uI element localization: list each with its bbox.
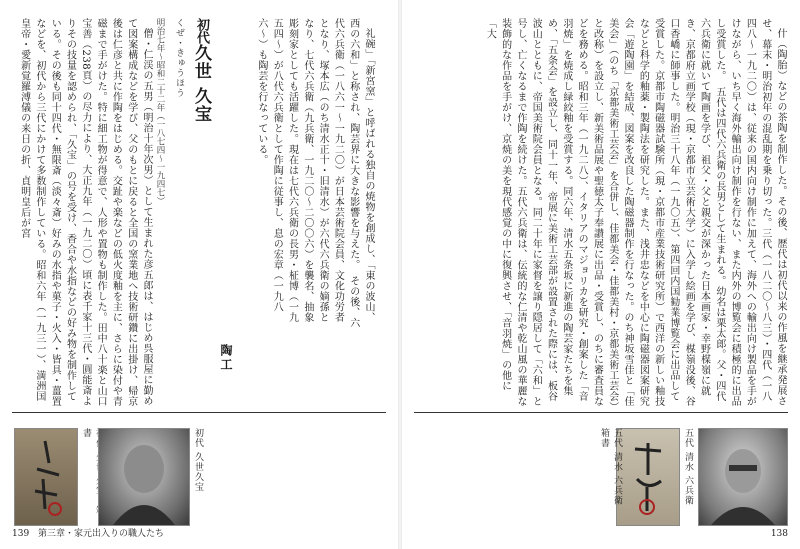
calligraphy-icon	[617, 429, 679, 525]
artist-generation: 初代	[194, 18, 209, 44]
left-text-paragraph-b: 僧・仁渓の五男（明治十年次男）として生まれた彦五郎は、はじめ呉服屋に勤めて図案構成などを学び、父のもとに戻ると全国の窯業地へ技術研鑽に出掛け、帰京後は仁彦と共に作陶をはじめる。交趾や楽などの低火度釉を主に、さらに染付や青磁まで手がけた。特に細工物が得意で、人形や置物も制作した。田中八十楽と山口宝善（238頁）の尽力により、大正九年（一九二〇）頃に表千家十三代・圓能斎よりその技量を認められ、「久宝」の号を受け、香合や水指などの好み物を制作している。その後も同十四代・無限斎（淡々斎）好みの水指や菓子・火入・皆具・薑置などを、初代から三代にかけて多数制作している。昭和六年（一九三一）、満洲国皇帝・愛新覚羅溥儀の来日の折、貞明皇后が宮	[18, 18, 152, 407]
left-running-title: 第三章・家元出入りの職人たち	[38, 529, 165, 539]
left-page-number: 139	[12, 529, 30, 539]
left-page	[0, 0, 398, 549]
left-text-column-top	[218, 18, 376, 330]
right-portrait-caption: 五代 清水 六兵衛	[683, 428, 693, 506]
right-page-number: 138	[770, 529, 788, 539]
left-text-column-main	[12, 18, 154, 408]
portrait-photo	[98, 428, 190, 526]
left-divider-line	[12, 412, 386, 413]
artist-name: 久世 久宝	[191, 44, 211, 123]
artist-dates: 明治七年〜昭和二十二年（一八七四〜一九四七）	[155, 18, 165, 205]
calligraphy-icon	[15, 429, 77, 525]
right-page	[402, 0, 800, 549]
box-inscription-photo	[14, 428, 78, 526]
right-portrait-photo	[698, 428, 788, 526]
artist-title	[155, 18, 214, 318]
portrait-icon	[99, 429, 189, 525]
right-box-inscription-photo	[616, 428, 680, 526]
right-text-paragraph: 什（陶胎）などの茶陶を制作した。その後、歴代は初代以来の作風を継承発展させ、幕末・明治初年の混乱期を乗り切った。三代（一八二〇〜八三）・四代（一八四八〜一九二〇）は、従来の国内向け制作に加えて、海外への輸出向け製品を手がけながら、いち早く海外輸出向け制作を行ない、また内外の博覧会に積極的に出品し受賞した。 五代は四代六兵衛の長男として生まれる。幼名は栗太郎。父・四代六兵衛に就いて陶画を学び、祖父・父と親交が深かった日本画家・幸野楳嶺に就き、京都府立画学校（現・京都市立芸術大学）に入学し絵画を学び、楳嶺没後、谷口香嶠に師事した。明治三十八年（一九〇五）、第四回内国勧業博覧会に出品して受賞した。京都市陶磁器試験所（現・京都市産業技術研究所）で西洋の新しい釉技などと科学的釉薬・製陶法を研究した。また、浅井忠などを中心に陶磁器図案研究会「遊陶園」を結成、図案を改良した陶磁器制作を行なった。のち神坂雪佳と「佳美会」（のち「京都美術工芸会」を合併し、佳都美会・佳都美村・京都美術工芸会）と改称）を設立し、新美術品展や聖徳太子奉讃展に出品・受賞し、のちに審査員などを務める。昭和三年（一九二八）、イタリアのマジョリカを研究・創案した「音羽焼」を焼成し緑絞釉を受賞する。同六年、清水五条坂に新進の陶芸家たちを集め、「五条会」を設立し、同十一年、帝展に美術工芸部が設置された際には、板谷波山とともに、帝国美術院会員となる。同二十年に家督を譲り隠居して「六和」と号し、亡くなるまで作陶を続けた。五代六兵衛は、伝統的な仁清や乾山風の華麗な装飾的な作品を手がけ、京焼の美を現代感覚の中に復興させ、「音羽焼」の他に「大	[484, 18, 786, 407]
right-box-caption: 五代 清水 六兵衛 箱書	[599, 428, 622, 516]
right-text-column	[414, 18, 788, 410]
left-box-caption: 書	[81, 428, 91, 438]
left-text-paragraph-a: 礼碗」「新宮窯」と呼ばれる独自の焼物を創成し、「東の波山、西の六和」と称され、陶芸界に大きな影響を与えた。 その後、六代六兵衛（一八六一〜一九二〇）が日本芸術院会員、文化功労者となり、塚本広（のち清水正十・旧清水）が六代六兵衛の嫡孫となり、七代六兵衛（九兵衛、一九二〇〜二〇〇六）を襲名、抽象彫刻家としても活躍した。現在は七代六兵衛の長男・柾博（一九五四〜）が八代六兵衛として作陶に従事し、息の宏章（一九八六〜）も陶芸を行なっている。	[255, 18, 374, 328]
right-divider-line	[414, 412, 788, 413]
section-category-label: 陶工	[219, 344, 233, 372]
left-portrait-caption: 初代 久世久宝	[193, 428, 203, 492]
artist-reading: くぜ・きゅうほう	[174, 18, 184, 98]
portrait-icon	[699, 429, 787, 525]
